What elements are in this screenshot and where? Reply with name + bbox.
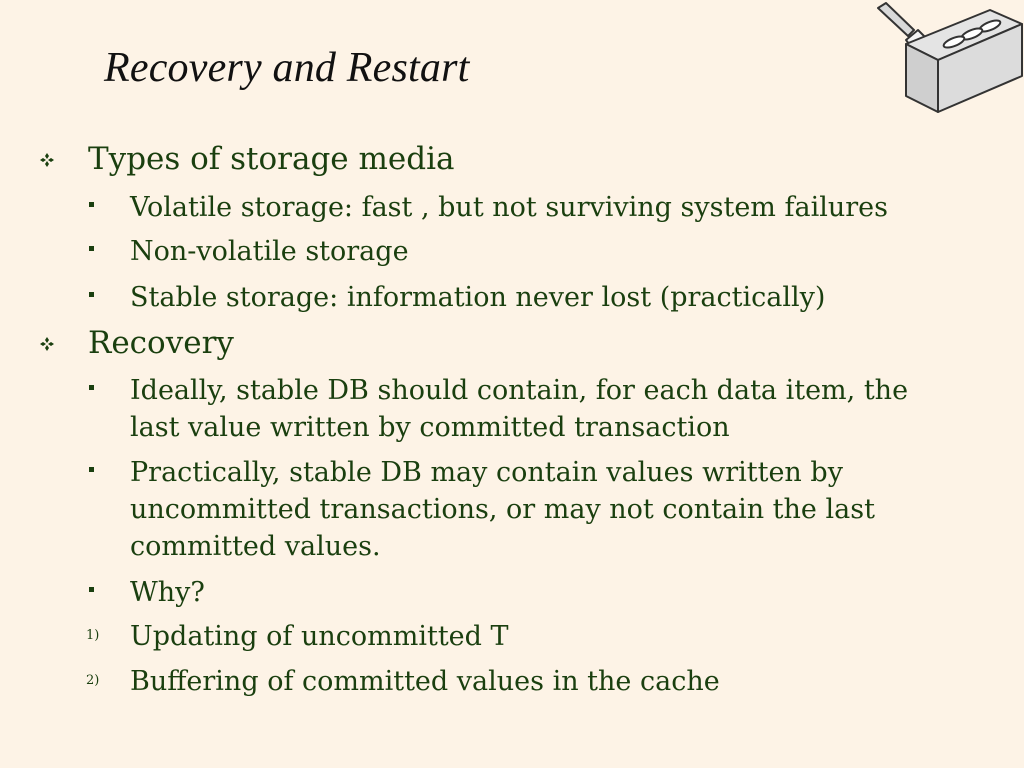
square-bullet-icon [89,385,94,390]
numbered-text: Updating of uncommitted T [130,621,509,652]
square-bullet-icon [89,246,94,251]
diamond-bullet-icon [40,153,54,167]
sub-bullet-text: Non-volatile storage [130,236,409,267]
bullet-text: Types of storage media [88,141,455,177]
slide-title: Recovery and Restart [104,45,470,91]
sub-bullet-text-line: uncommitted transactions, or may not contain the last [130,494,875,525]
sub-bullet-text-line: Practically, stable DB may contain values written by [130,457,843,488]
square-bullet-icon [89,202,94,207]
sub-bullet-text-line: Ideally, stable DB should contain, for each data item, the [130,375,909,406]
sub-bullet-text-line: last value written by committed transaction [130,412,730,443]
bullet-text: Recovery [88,325,234,361]
diamond-bullet-icon [40,337,54,351]
number-marker: 1) [86,628,100,643]
number-marker: 2) [86,673,100,688]
square-bullet-icon [89,467,94,472]
sub-bullet-text: Why? [130,577,205,608]
sub-bullet-text-line: committed values. [130,531,381,562]
numbered-text: Buffering of committed values in the cache [130,666,720,697]
square-bullet-icon [89,292,94,297]
sub-bullet-text: Volatile storage: fast , but not surviving system failures [130,192,888,223]
sub-bullet-text: Stable storage: information never lost (practically) [130,282,826,313]
square-bullet-icon [89,587,94,592]
brick-and-trowel-icon [872,0,1024,120]
